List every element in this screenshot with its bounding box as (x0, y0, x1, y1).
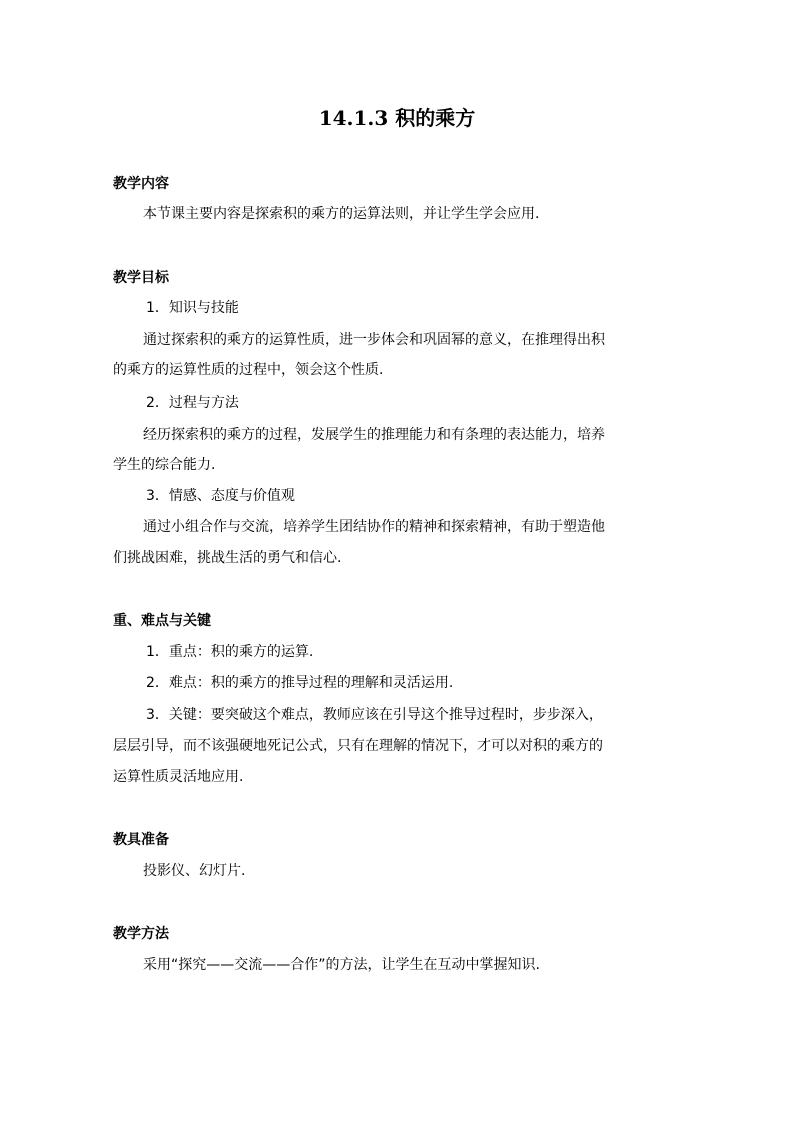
goal-item-2-text-line-1: 经历探索积的乘方的过程，发展学生的推理能力和有条理的表达能力，培养 (143, 427, 605, 443)
goal-item-1-text-line-1: 通过探索积的乘方的运算性质，进一步体会和巩固幂的意义，在推理得出积 (143, 332, 605, 348)
keypoint-item-2: 2．难点：积的乘方的推导过程的理解和灵活运用. (146, 675, 454, 691)
goal-item-1-text-line-2: 的乘方的运算性质的过程中，领会这个性质. (113, 362, 384, 378)
keypoint-item-3-line-2: 层层引导，而不该强硬地死记公式，只有在理解的情况下，才可以对积的乘方的 (113, 738, 603, 754)
section-heading-tools: 教具准备 (113, 832, 169, 848)
method-paragraph: 采用“探究——交流——合作”的方法，让学生在互动中掌握知识. (143, 957, 540, 973)
goal-item-1-title: 1．知识与技能 (146, 300, 239, 316)
section-heading-keypoints: 重、难点与关键 (113, 613, 211, 629)
section-heading-goals: 教学目标 (113, 270, 169, 286)
goal-item-3-text-line-2: 们挑战困难，挑战生活的勇气和信心. (113, 550, 342, 566)
keypoint-item-1: 1．重点：积的乘方的运算. (146, 644, 314, 660)
tools-paragraph: 投影仪、幻灯片. (143, 863, 246, 879)
section-heading-method: 教学方法 (113, 926, 169, 942)
keypoint-item-3-line-3: 运算性质灵活地应用. (113, 769, 244, 785)
content-paragraph: 本节课主要内容是探索积的乘方的运算法则，并让学生学会应用. (143, 206, 540, 222)
goal-item-3-title: 3．情感、态度与价值观 (146, 488, 295, 504)
keypoint-item-3-line-1: 3．关键：要突破这个难点，教师应该在引导这个推导过程时，步步深入， (146, 707, 603, 723)
goal-item-3-text-line-1: 通过小组合作与交流，培养学生团结协作的精神和探索精神，有助于塑造他 (143, 519, 605, 535)
page-title: 14.1.3 积的乘方 (318, 106, 476, 130)
section-heading-content: 教学内容 (113, 176, 169, 192)
goal-item-2-text-line-2: 学生的综合能力. (113, 457, 216, 473)
goal-item-2-title: 2．过程与方法 (146, 395, 239, 411)
